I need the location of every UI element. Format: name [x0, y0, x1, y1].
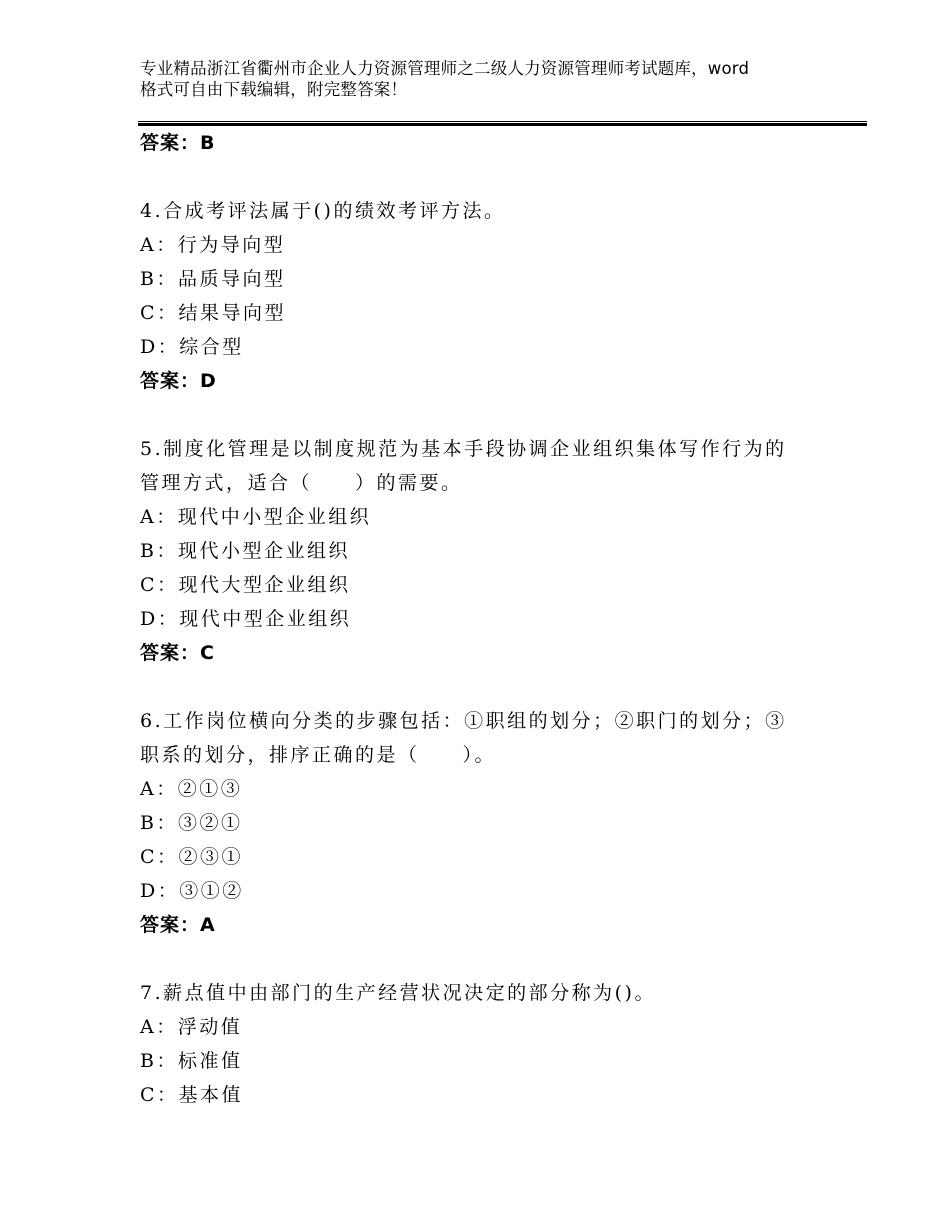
option-b: B：标准值 [140, 1050, 243, 1072]
document-header [140, 58, 840, 100]
question-list [140, 126, 860, 1112]
header-line-2: 格式可自由下载编辑，附完整答案！ [140, 80, 408, 99]
question-stem: 5.制度化管理是以制度规范为基本手段协调企业组织集体写作行为的 [140, 438, 787, 460]
option-d: D：③①② [140, 880, 244, 902]
option-c: C：②③① [140, 846, 244, 868]
header-line-1: 专业精品浙江省衢州市企业人力资源管理师之二级人力资源管理师考试题库，word [140, 59, 750, 78]
option-c: C：基本值 [140, 1084, 244, 1106]
question-stem-cont: 职系的划分，排序正确的是（ ）。 [140, 744, 497, 766]
spacer [140, 160, 860, 194]
spacer [140, 942, 860, 976]
answer-previous: 答案：B [140, 132, 216, 154]
answer: 答案：C [140, 642, 215, 664]
option-c: C：现代大型企业组织 [140, 574, 351, 596]
question-5 [140, 432, 860, 670]
question-stem: 6.工作岗位横向分类的步骤包括：①职组的划分；②职门的划分；③ [140, 710, 787, 732]
answer: 答案：D [140, 370, 217, 392]
option-a: A：②①③ [140, 778, 243, 800]
option-a: A：浮动值 [140, 1016, 243, 1038]
question-6 [140, 704, 860, 942]
option-b: B：现代小型企业组织 [140, 540, 350, 562]
question-stem: 4.合成考评法属于()的绩效考评方法。 [140, 200, 506, 222]
option-d: D：综合型 [140, 336, 244, 358]
question-stem: 7.薪点值中由部门的生产经营状况决定的部分称为()。 [140, 982, 656, 1004]
header-rule-thin [138, 121, 867, 122]
option-b: B：③②① [140, 812, 243, 834]
spacer [140, 670, 860, 704]
option-b: B：品质导向型 [140, 268, 286, 290]
option-c: C：结果导向型 [140, 302, 287, 324]
question-4 [140, 194, 860, 398]
question-stem-cont: 管理方式，适合（ ）的需要。 [140, 472, 463, 494]
question-7 [140, 976, 860, 1112]
option-d: D：现代中型企业组织 [140, 608, 352, 630]
spacer [140, 398, 860, 432]
option-a: A：现代中小型企业组织 [140, 506, 372, 528]
answer: 答案：A [140, 914, 216, 936]
option-a: A：行为导向型 [140, 234, 286, 256]
